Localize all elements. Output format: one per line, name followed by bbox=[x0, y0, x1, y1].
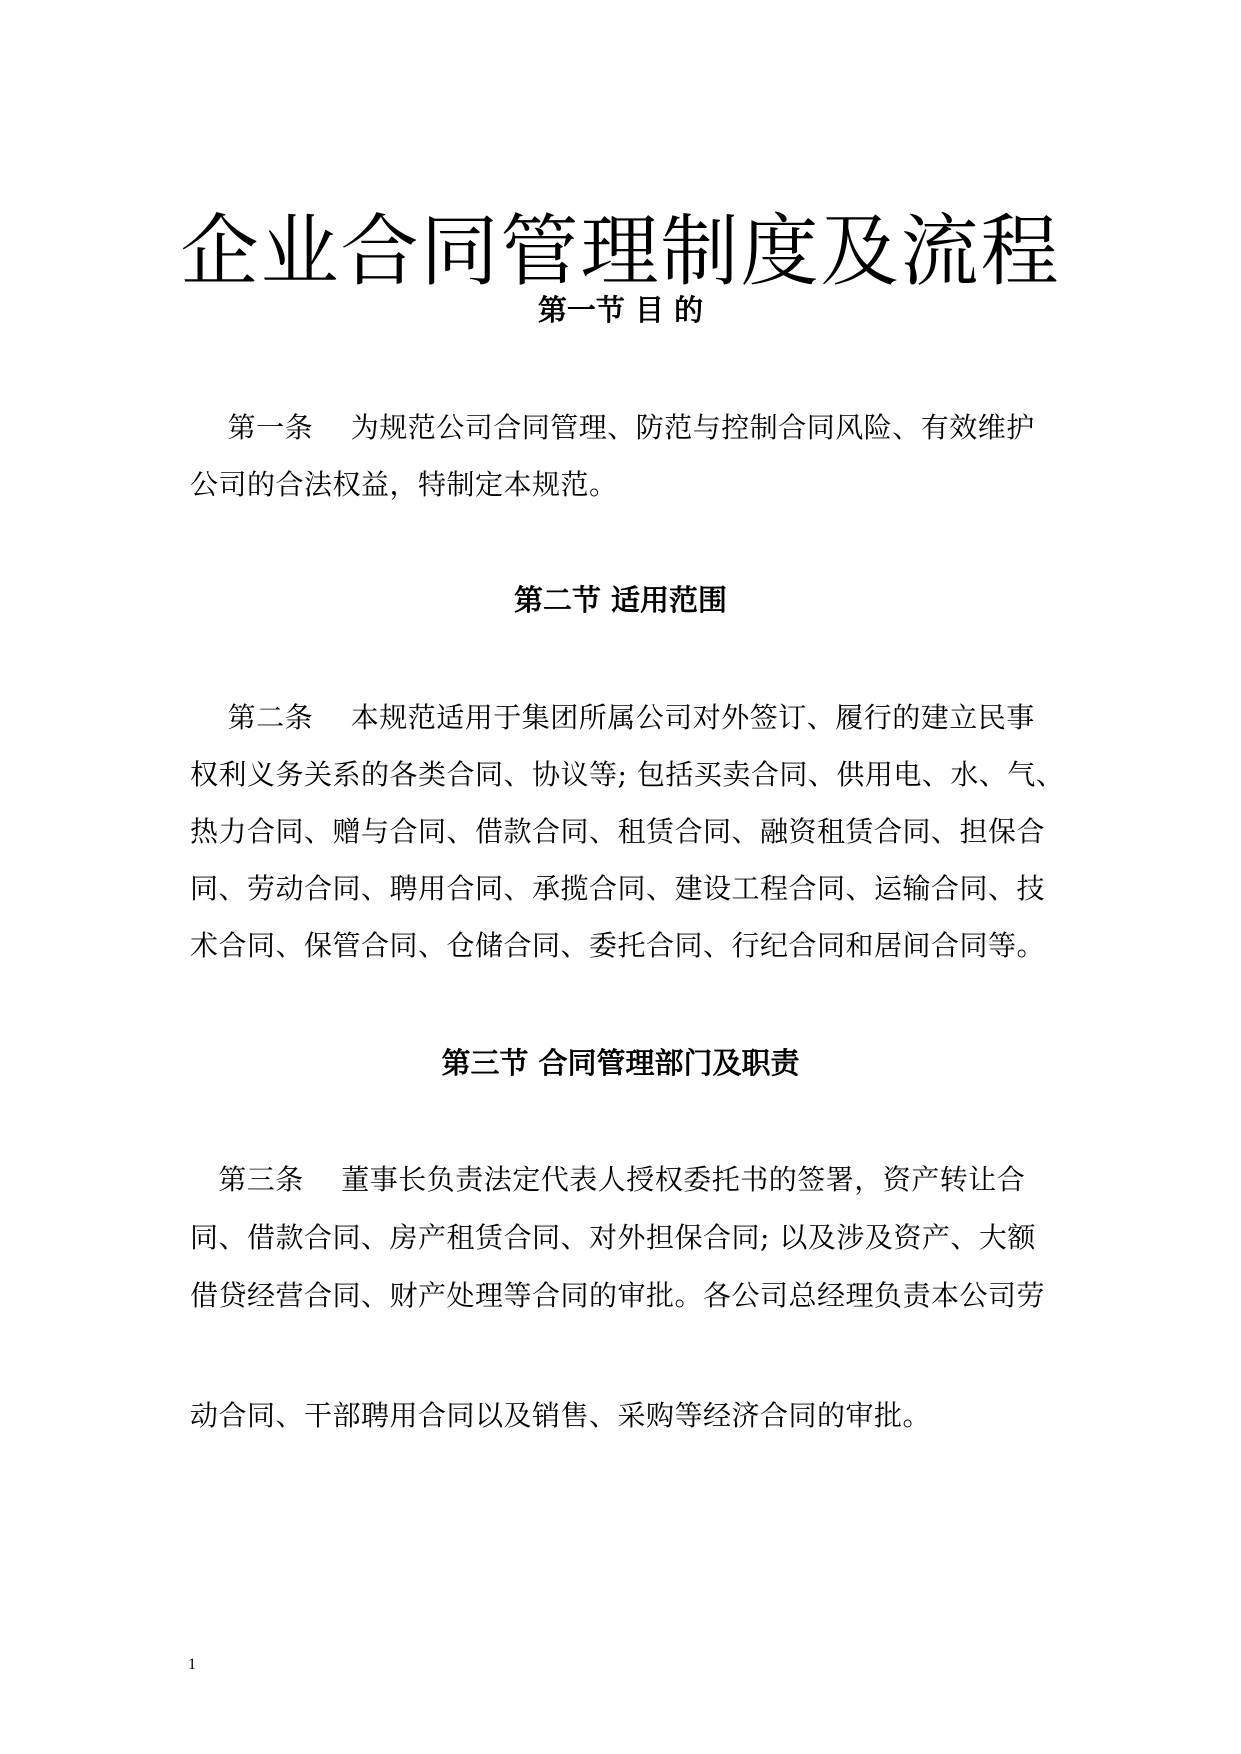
page-number: 1 bbox=[188, 1656, 196, 1673]
paragraph-line: 热力合同、赠与合同、借款合同、租赁合同、融资租赁合同、担保合 bbox=[190, 815, 1046, 848]
paragraph-line: 公司的合法权益，特制定本规范。 bbox=[190, 468, 618, 501]
paragraph-line: 第三条 董事长负责法定代表人授权委托书的签署，资产转让合 bbox=[190, 1163, 1026, 1196]
paragraph-line: 同、劳动合同、聘用合同、承揽合同、建设工程合同、运输合同、技 bbox=[190, 872, 1046, 905]
paragraph-line: 术合同、保管合同、仓储合同、委托合同、行纪合同和居间合同等。 bbox=[190, 929, 1046, 962]
section-heading-purpose: 第一节 目 的 bbox=[537, 293, 704, 327]
paragraph-line: 第一条 为规范公司合同管理、防范与控制合同风险、有效维护 bbox=[190, 411, 1035, 444]
paragraph-line: 第二条 本规范适用于集团所属公司对外签订、履行的建立民事 bbox=[190, 701, 1035, 734]
paragraph-line: 动合同、干部聘用合同以及销售、采购等经济合同的审批。 bbox=[190, 1399, 932, 1432]
section-heading-departments: 第三节 合同管理部门及职责 bbox=[441, 1046, 800, 1080]
paragraph-line: 借贷经营合同、财产处理等合同的审批。各公司总经理负责本公司劳 bbox=[190, 1279, 1046, 1312]
section-heading-scope: 第二节 适用范围 bbox=[513, 583, 728, 617]
document-title: 企业合同管理制度及流程 bbox=[180, 207, 1061, 298]
paragraph-line: 权利义务关系的各类合同、协议等; 包括买卖合同、供用电、水、气、 bbox=[190, 758, 1065, 791]
paragraph-line: 同、借款合同、房产租赁合同、对外担保合同; 以及涉及资产、大额 bbox=[190, 1221, 1036, 1254]
